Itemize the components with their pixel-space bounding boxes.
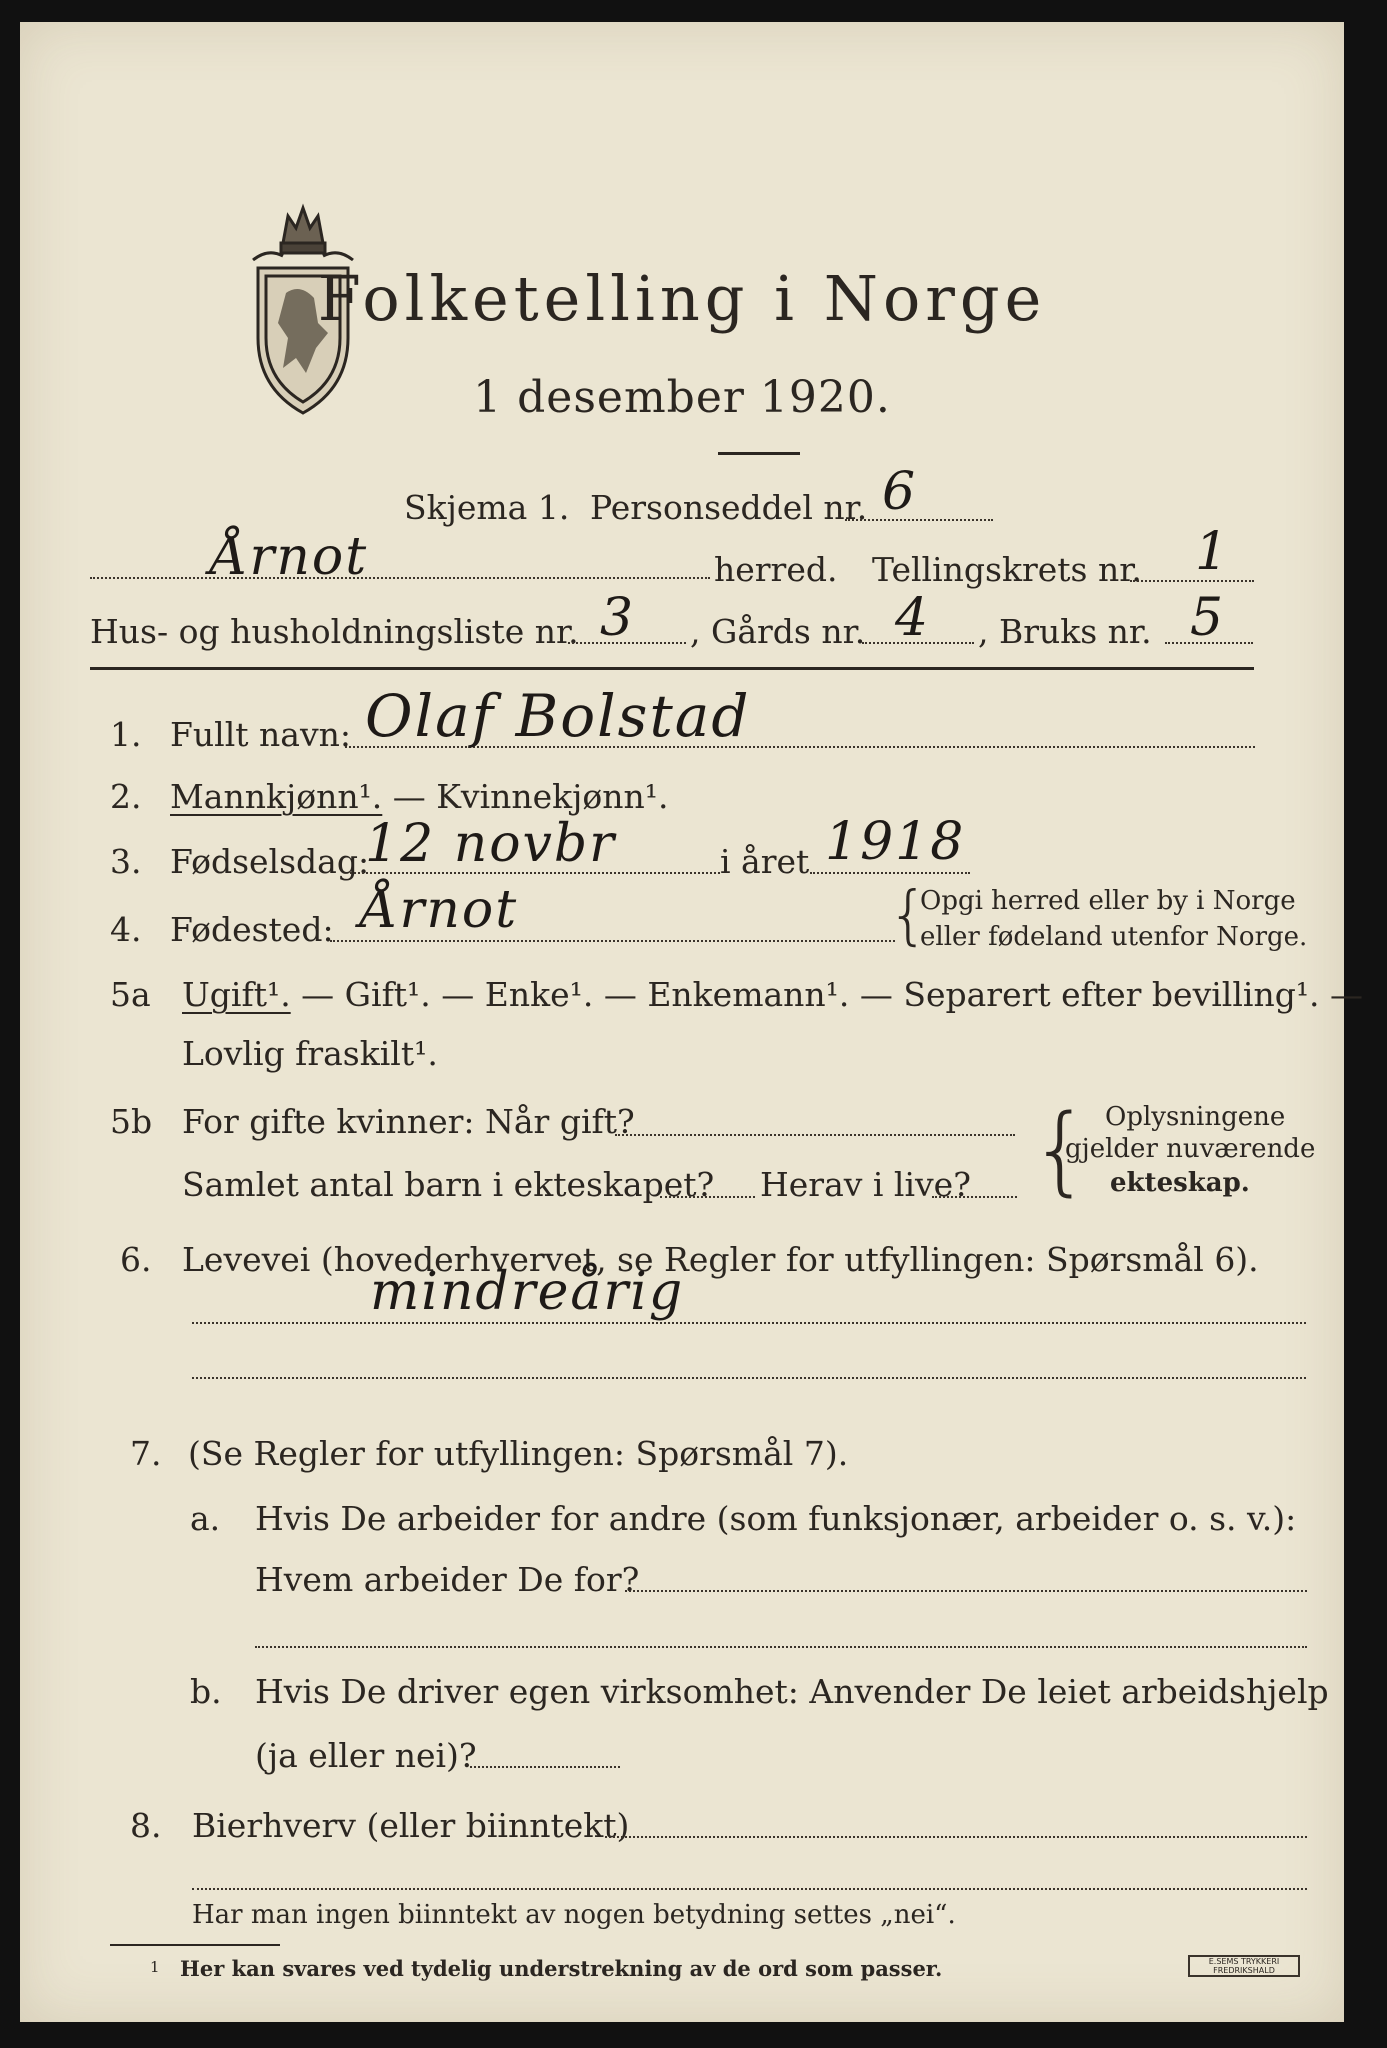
q7a-text: Hvis De arbeider for andre (som funksjonær, arbeider o. s. v.): [255,1499,1297,1538]
q1-label: Fullt navn: [170,715,351,754]
printer-stamp-line-2: FREDRIKSHALD [1213,1966,1275,1975]
q1-number: 1. [110,715,142,754]
q4-note-1: Opgi herred eller by i Norge [920,886,1296,916]
printer-stamp [1188,1955,1300,1977]
hus-label: Hus- og husholdningsliste nr. [90,612,579,651]
q5b-number: 5b [110,1102,153,1141]
q5b-brace: { [1030,1094,1092,1206]
herred-label: herred. [714,550,838,589]
birth-date-value: 12 novbr [365,814,617,874]
q4-line [330,940,895,942]
q7b-line [470,1766,620,1768]
census-form-page [20,22,1364,2022]
q5a-number: 5a [110,975,151,1014]
herred-value: Årnot [210,527,369,587]
bruks-label: , Bruks nr. [978,612,1152,651]
q8-number: 8. [130,1806,162,1845]
q8-line-1 [605,1836,1307,1838]
gender-line [170,777,669,816]
q3-number: 3. [110,842,142,881]
personseddel-label: Personseddel nr. [590,488,868,527]
q3-label: Fødselsdag: [170,842,370,881]
footnote-rule [110,1944,280,1946]
printer-stamp-line-1: E.SEMS TRYKKERI [1208,1957,1280,1966]
q6-line-2 [192,1377,1306,1379]
gender-separator: — [382,777,437,816]
kvinnekjonn-option: Kvinnekjønn¹. [436,777,669,816]
personseddel-line [845,519,993,521]
q5b-children-question: Samlet antal barn i ekteskapet? [182,1165,715,1204]
birthplace-value: Årnot [360,880,519,940]
census-date: 1 desember 1920. [473,372,891,423]
full-name-value: Olaf Bolstad [365,682,751,750]
tellingskrets-line [1130,580,1254,582]
gards-value: 4 [895,588,931,648]
q3-year-line [810,872,970,874]
tellingskrets-value: 1 [1195,522,1231,582]
bruks-value: 5 [1190,588,1226,648]
q6-number: 6. [120,1240,152,1279]
year-label: i året [720,842,810,881]
q7-label: (Se Regler for utfyllingen: Spørsmål 7). [188,1434,849,1473]
personseddel-value: 6 [882,462,918,522]
q7a-question: Hvem arbeider De for? [255,1560,640,1599]
q7a-letter: a. [190,1499,221,1538]
title-divider [718,452,800,455]
marital-status-line [182,975,1363,1014]
q7b-letter: b. [190,1672,222,1711]
q8-note: Har man ingen biinntekt av nogen betydning settes „nei“. [192,1900,956,1930]
q4-number: 4. [110,910,142,949]
q6-label: Levevei (hovederhvervet, se Regler for utfyllingen: Spørsmål 6). [182,1240,1259,1279]
q7a-line-1 [625,1590,1307,1592]
gards-label: , Gårds nr. [690,612,866,651]
q5b-note-1: Oplysningene [1105,1102,1286,1132]
mannkjonn-option: Mannkjønn¹. [170,777,383,816]
footnote-marker: 1 [150,1958,160,1976]
q2-number: 2. [110,777,142,816]
header-rule [90,667,1254,670]
marital-other-options: — Gift¹. — Enke¹. — Enkemann¹. — Separert efter bevilling¹. — [290,975,1364,1014]
q7a-line-2 [255,1646,1307,1648]
q8-line-2 [192,1888,1307,1890]
q4-brace: { [888,879,929,953]
q5b-married-question: For gifte kvinner: Når gift? [182,1102,635,1141]
tellingskrets-label: Tellingskrets nr. [872,550,1142,589]
q5b-children-line [660,1196,755,1198]
q7b-question: (ja eller nei)? [255,1736,477,1775]
occupation-value: mindreårig [370,1262,685,1322]
footnote-text: Her kan svares ved tydelig understrekning av de ord som passer. [180,1956,943,1981]
hus-value: 3 [600,588,636,648]
q4-label: Fødested: [170,910,334,949]
q5b-married-line [615,1134,1015,1136]
q7-number: 7. [130,1434,162,1473]
q4-note-2: eller fødeland utenfor Norge. [920,922,1308,952]
q5b-alive-line [932,1196,1017,1198]
q6-line-1 [192,1322,1306,1324]
q8-label: Bierhverv (eller biinntekt) [192,1806,630,1845]
lovlig-fraskilt-option: Lovlig fraskilt¹. [182,1034,438,1073]
ugift-option: Ugift¹. [182,975,291,1014]
q5b-note-3: ekteskap. [1110,1168,1250,1198]
birth-year-value: 1918 [825,812,966,872]
form-title: Folketelling i Norge [317,262,1047,335]
q5b-note-2: gjelder nuværende [1065,1134,1316,1164]
q7b-text: Hvis De driver egen virksomhet: Anvender De leiet arbeidshjelp [255,1672,1329,1711]
herred-line [90,577,710,579]
q5b-alive-question: Herav i live? [760,1165,971,1204]
skjema-label: Skjema 1. [404,488,570,527]
